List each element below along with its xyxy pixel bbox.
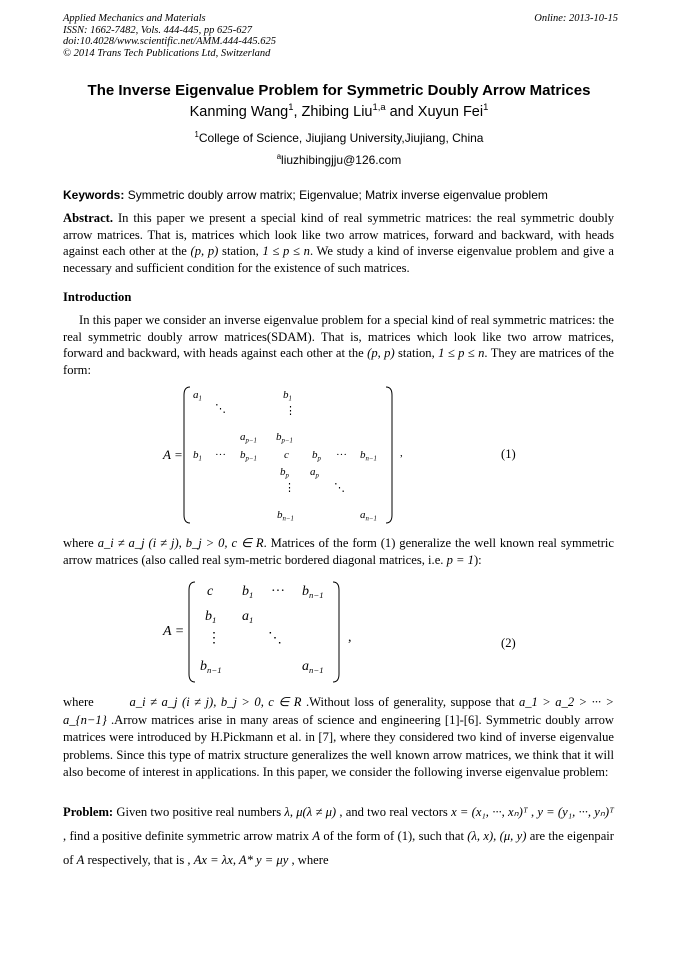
eq2-cdots: ··· bbox=[271, 584, 285, 599]
problem-text-6: are the eigenpair of bbox=[63, 829, 614, 867]
author-3: and Xuyun Fei bbox=[385, 104, 484, 120]
intro-p1-range: 1 ≤ p ≤ n bbox=[438, 346, 485, 360]
eq1-c: c bbox=[284, 449, 289, 461]
eq1-bp-down: $b_p$ bbox=[280, 466, 289, 480]
abstract bbox=[63, 210, 614, 276]
affiliation bbox=[0, 131, 678, 145]
problem-math-4: A bbox=[312, 829, 321, 843]
problem-text-7: respectively, that is , bbox=[84, 853, 194, 867]
problem-text-8: , where bbox=[288, 853, 329, 867]
journal-copyright: © 2014 Trans Tech Publications Ltd, Switzerland bbox=[63, 47, 271, 59]
abstract-pp: (p, p) bbox=[190, 244, 219, 258]
eq1-a1: $a_1$ bbox=[193, 389, 202, 403]
eq2-b1-top: $b_1$ bbox=[242, 584, 254, 601]
problem-text-3: , bbox=[527, 805, 538, 819]
problem-label: Problem: bbox=[63, 805, 114, 819]
intro-paragraph-3 bbox=[63, 694, 614, 782]
eq2-vdots: ⋮ bbox=[207, 631, 221, 646]
eq1-lhs: A = bbox=[163, 447, 183, 462]
intro-p1-text-c: . They are matrices of the form: bbox=[63, 346, 615, 377]
email bbox=[0, 153, 678, 167]
abstract-range: 1 ≤ p ≤ n bbox=[262, 244, 310, 258]
eq1-comma: , bbox=[400, 447, 403, 459]
eq2-bn-1-left: $b_{n-1}$ bbox=[200, 659, 222, 676]
problem-math-2: x = (x₁, ···, xₙ)ᵀ bbox=[451, 805, 528, 819]
intro-p3-text-a: where bbox=[63, 695, 94, 709]
abstract-label: Abstract. bbox=[63, 211, 114, 225]
keywords bbox=[63, 188, 618, 202]
problem-text-5: of the form of (1), such that bbox=[320, 829, 468, 843]
eq1-ddots-2: ⋱ bbox=[334, 482, 345, 494]
eq1-ap: $a_p$ bbox=[310, 466, 319, 480]
keywords-text: Symmetric doubly arrow matrix; Eigenvalue; Matrix inverse eigenvalue problem bbox=[124, 188, 548, 202]
intro-p1-text-a: In this paper we consider an inverse eigenvalue problem for a special kind of real symmetric matrices: the real symmetric doubly arrow matrices(SDAM). That is, matrices which look like two arrow matrices, forward and backward, with heads against each other at the bbox=[63, 313, 614, 360]
intro-paragraph-2 bbox=[63, 535, 614, 568]
eq1-vdots-2: ⋮ bbox=[284, 482, 295, 494]
eq1-ap-1: $a_{p-1}$ bbox=[240, 431, 257, 445]
problem-math-7: Ax = λx, A* y = μy bbox=[193, 853, 289, 867]
problem-math-6: A bbox=[76, 853, 85, 867]
eq2-comma: , bbox=[348, 630, 352, 645]
email-sup: a bbox=[276, 152, 282, 161]
abstract-text-2: station, bbox=[218, 244, 263, 258]
intro-p2-text-b: . Matrices of the form (1) generalize the well known real symmetric arrow matrices (also called real sym-metric bordered diagonal matrices, i.e. bbox=[63, 536, 614, 567]
eq2-a1: $a_1$ bbox=[242, 609, 254, 626]
author-list bbox=[0, 101, 678, 120]
problem-text-4: , find a positive definite symmetric arrow matrix bbox=[63, 829, 313, 843]
author-3-sup: 1 bbox=[483, 101, 489, 113]
journal-issn: ISSN: 1662-7482, Vols. 444-445, pp 625-627 bbox=[63, 24, 252, 36]
problem-statement bbox=[63, 800, 614, 872]
intro-p1-text-b: station, bbox=[394, 346, 439, 360]
abstract-text-1: In this paper we present a special kind of real symmetric matrices: the real symmetric doubly arrow matrices. That is, matrices which look like two arrow matrices, forward and backward, with heads against each other at the bbox=[63, 211, 614, 258]
journal-name: Applied Mechanics and Materials bbox=[63, 13, 206, 24]
online-date: Online: 2013-10-15 bbox=[534, 13, 618, 24]
eq1-bp-1-top: $b_{p-1}$ bbox=[276, 431, 293, 445]
author-1-sup: 1 bbox=[288, 101, 294, 113]
paper-title: The Inverse Eigenvalue Problem for Symmetric Doubly Arrow Matrices bbox=[87, 82, 591, 99]
eq1-an-1: $a_{n-1}$ bbox=[360, 509, 377, 523]
affiliation-sup: 1 bbox=[194, 130, 199, 139]
eq1-ddots-1: ⋱ bbox=[215, 403, 226, 415]
problem-math-5: (λ, x), (μ, y) bbox=[467, 829, 527, 843]
intro-p3-text-c: .Arrow matrices arise in many areas of science and engineering [1]-[6]. Symmetric doubly arrow matrices were introduced by H.Pickmann et al. in [7], where they considered two kind of inverse eigenvalue problems. Since this type of matrix structure generalizes the well known arrow matrices, we think that it will also become of interest in applications. In this paper, we consider the following inverse eigenvalue problem: bbox=[63, 712, 614, 779]
eq2-b1-left: $b_1$ bbox=[205, 609, 217, 626]
abstract-text-3: . We study a kind of inverse eigenvalue problem and give a necessary and sufficient condition for the existence of such matrices. bbox=[63, 244, 614, 275]
journal-header bbox=[63, 13, 618, 59]
intro-p3-text-b: .Without loss of generality, suppose that bbox=[301, 695, 519, 709]
section-heading-introduction: Introduction bbox=[63, 290, 132, 304]
author-2: , Zhibing Liu bbox=[293, 104, 373, 120]
intro-p3-order: a_1 > a_2 > ··· > a_{n−1} bbox=[63, 695, 614, 727]
affiliation-text: College of Science, Jiujiang University,Jiujiang, China bbox=[198, 131, 484, 145]
problem-text-1: Given two positive real numbers bbox=[113, 805, 285, 819]
intro-p1-pp: (p, p) bbox=[367, 346, 395, 360]
equation-2-number: (2) bbox=[501, 636, 516, 650]
eq2-ddots: ⋱ bbox=[268, 631, 282, 646]
eq1-cdots-2: ··· bbox=[336, 449, 347, 461]
problem-text-2: , and two real vectors bbox=[336, 805, 452, 819]
intro-p3-condition: a_i ≠ a_j (i ≠ j), b_j > 0, c ∈ R bbox=[129, 695, 302, 709]
intro-p2-text-a: where bbox=[63, 536, 98, 550]
eq1-b1-top: $b_1$ bbox=[283, 389, 292, 403]
eq2-lhs: A = bbox=[163, 624, 185, 639]
eq1-bp-1-left: $b_{p-1}$ bbox=[240, 449, 257, 463]
eq1-b1-left: $b_1$ bbox=[193, 449, 202, 463]
intro-paragraph-1 bbox=[63, 312, 614, 378]
author-1: Kanming Wang bbox=[189, 104, 289, 120]
equation-1-number: (1) bbox=[501, 447, 516, 461]
eq1-bn-1-right: $b_{n-1}$ bbox=[360, 449, 377, 463]
problem-math-3: y = (y₁, ···, yₙ)ᵀ bbox=[537, 805, 614, 819]
eq2-bn-1-top: $b_{n-1}$ bbox=[302, 584, 324, 601]
author-2-sup: 1,a bbox=[372, 101, 386, 113]
intro-p2-text-c: ): bbox=[473, 552, 482, 567]
problem-math-1: λ, μ(λ ≠ μ) bbox=[284, 805, 337, 819]
eq1-vdots-1: ⋮ bbox=[285, 405, 296, 417]
eq2-c: c bbox=[207, 584, 214, 599]
intro-p2-p: p = 1 bbox=[446, 552, 474, 567]
journal-doi: doi:10.4028/www.scientific.net/AMM.444-445.625 bbox=[63, 36, 276, 47]
eq1-cdots-1: ··· bbox=[215, 449, 226, 461]
eq1-bn-1-bottom: $b_{n-1}$ bbox=[277, 509, 294, 523]
intro-p2-condition: a_i ≠ a_j (i ≠ j), b_j > 0, c ∈ R bbox=[97, 536, 264, 550]
email-text: liuzhibingjju@126.com bbox=[281, 153, 402, 167]
keywords-label: Keywords: bbox=[63, 188, 125, 202]
eq1-bp-right: $b_p$ bbox=[312, 449, 321, 463]
eq2-an-1: $a_{n-1}$ bbox=[302, 659, 324, 676]
